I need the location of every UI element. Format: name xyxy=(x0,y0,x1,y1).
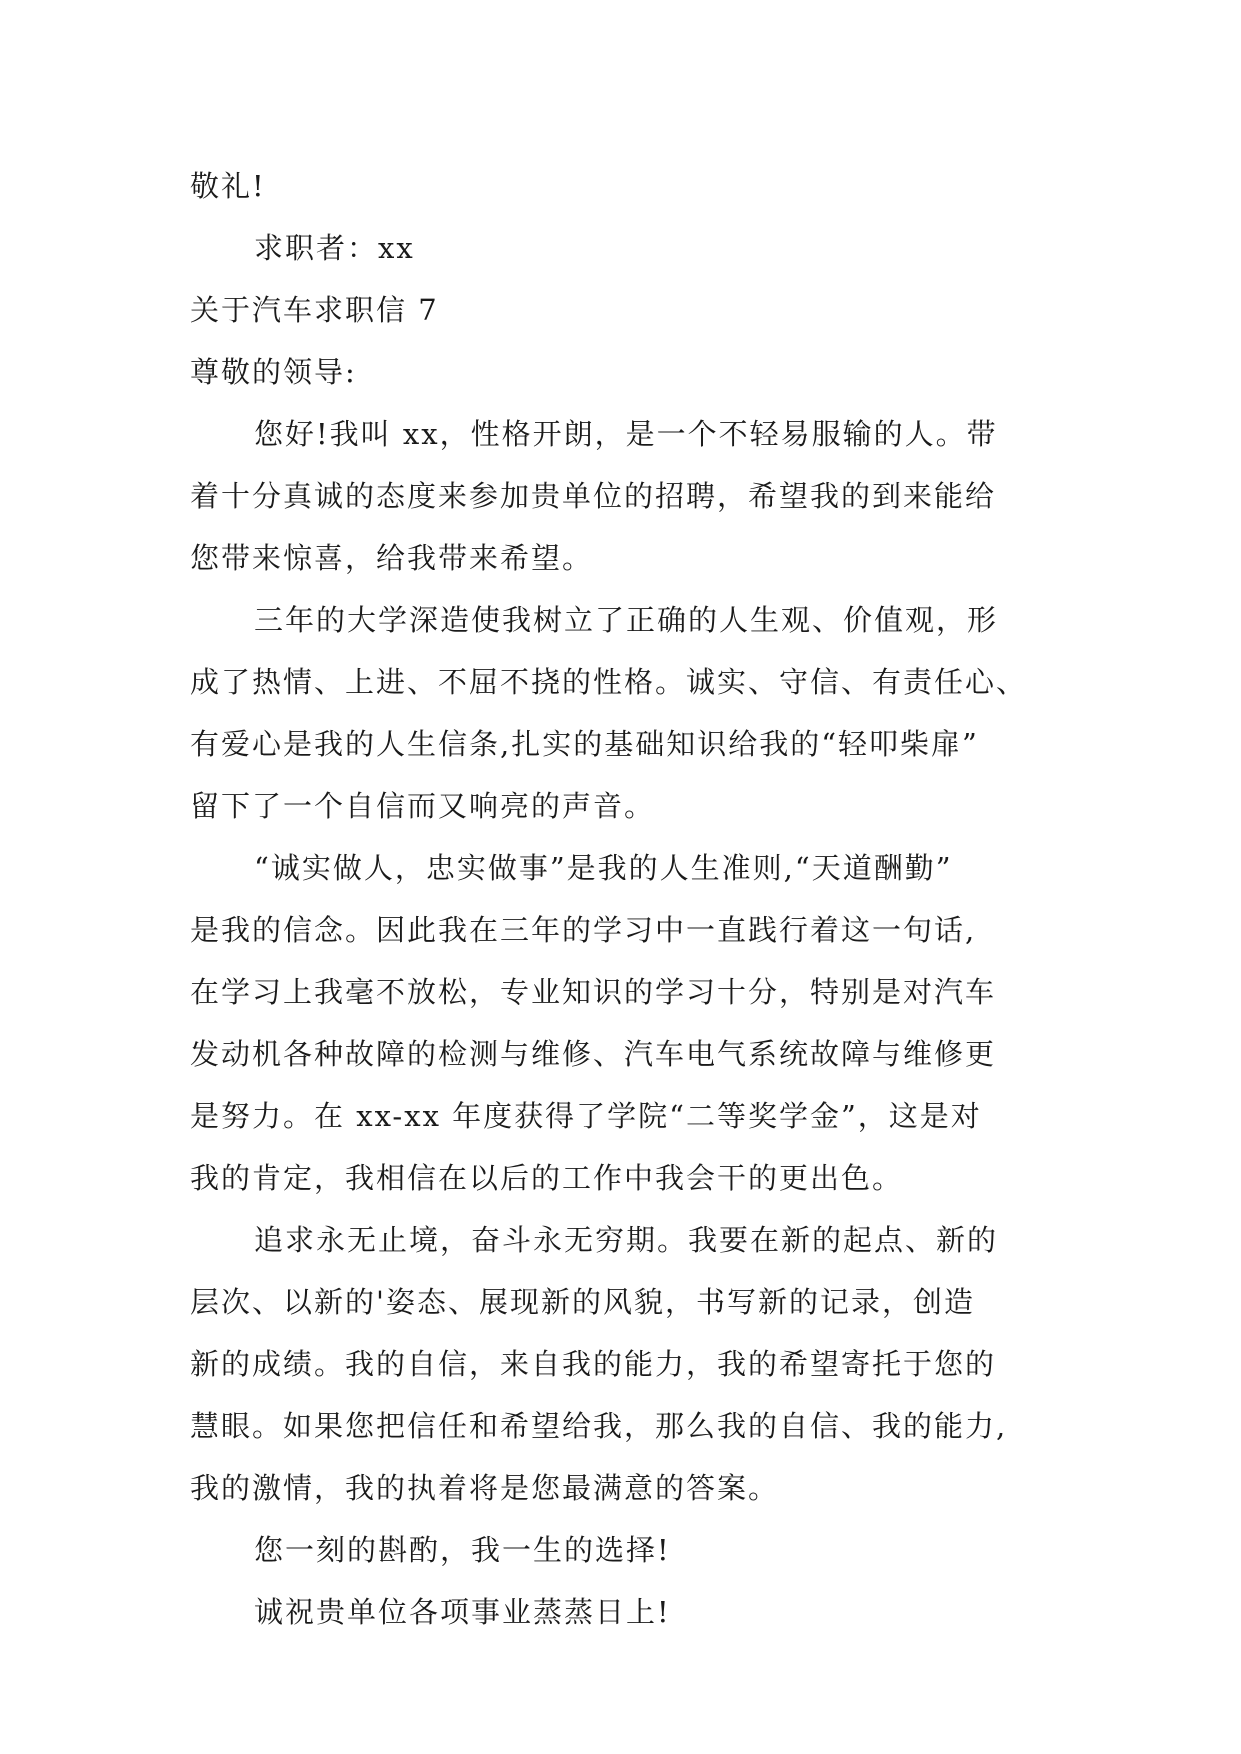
paragraph-line: 发动机各种故障的检测与维修、汽车电气系统故障与维修更 xyxy=(190,1037,997,1071)
salutation: 尊敬的领导: xyxy=(190,355,357,389)
paragraph-line: 我的肯定，我相信在以后的工作中我会干的更出色。 xyxy=(190,1161,904,1195)
paragraph-line: 有爱心是我的人生信条,扎实的基础知识给我的“轻叩柴扉” xyxy=(190,727,979,761)
paragraph-line: 您带来惊喜，给我带来希望。 xyxy=(190,541,594,575)
paragraph-line: 是我的信念。因此我在三年的学习中一直践行着这一句话, xyxy=(190,913,977,947)
paragraph-line: 诚祝贵单位各项事业蒸蒸日上! xyxy=(254,1595,671,1629)
signature: 求职者：xx xyxy=(254,231,415,265)
paragraph-line: 慧眼。如果您把信任和希望给我，那么我的自信、我的能力, xyxy=(190,1409,1008,1443)
paragraph xyxy=(190,1581,1050,1643)
paragraph-line: 您好!我叫 xx，性格开朗，是一个不轻易服输的人。带 xyxy=(254,417,998,451)
paragraph xyxy=(190,403,1050,589)
paragraph-line: 我的激情，我的执着将是您最满意的答案。 xyxy=(190,1471,780,1505)
closing-salute: 敬礼! xyxy=(190,169,266,203)
paragraph-line: 在学习上我毫不放松，专业知识的学习十分，特别是对汽车 xyxy=(190,975,997,1009)
paragraph-line: 着十分真诚的态度来参加贵单位的招聘，希望我的到来能给 xyxy=(190,479,997,513)
section-title: 关于汽车求职信 7 xyxy=(190,293,439,327)
paragraph xyxy=(190,589,1050,837)
paragraph xyxy=(190,1519,1050,1581)
paragraph-line: 层次、以新的'姿态、展现新的风貌，书写新的记录，创造 xyxy=(190,1285,975,1319)
paragraph-line: 新的成绩。我的自信，来自我的能力，我的希望寄托于您的 xyxy=(190,1347,997,1381)
paragraph xyxy=(190,1209,1050,1519)
letter-body xyxy=(190,155,1050,1643)
paragraph-line: 三年的大学深造使我树立了正确的人生观、价值观，形 xyxy=(254,603,999,637)
paragraph-line: “诚实做人，忠实做事”是我的人生准则,“天道酬勤” xyxy=(254,851,953,885)
paragraph xyxy=(190,837,1050,1209)
paragraph-line: 您一刻的斟酌，我一生的选择! xyxy=(254,1533,671,1567)
paragraph-line: 成了热情、上进、不屈不挠的性格。诚实、守信、有责任心、 xyxy=(190,665,1028,699)
paragraph-line: 追求永无止境，奋斗永无穷期。我要在新的起点、新的 xyxy=(254,1223,999,1257)
paragraph-line: 是努力。在 xx-xx 年度获得了学院“二等奖学金”，这是对 xyxy=(190,1099,982,1133)
paragraph-line: 留下了一个自信而又响亮的声音。 xyxy=(190,789,656,823)
